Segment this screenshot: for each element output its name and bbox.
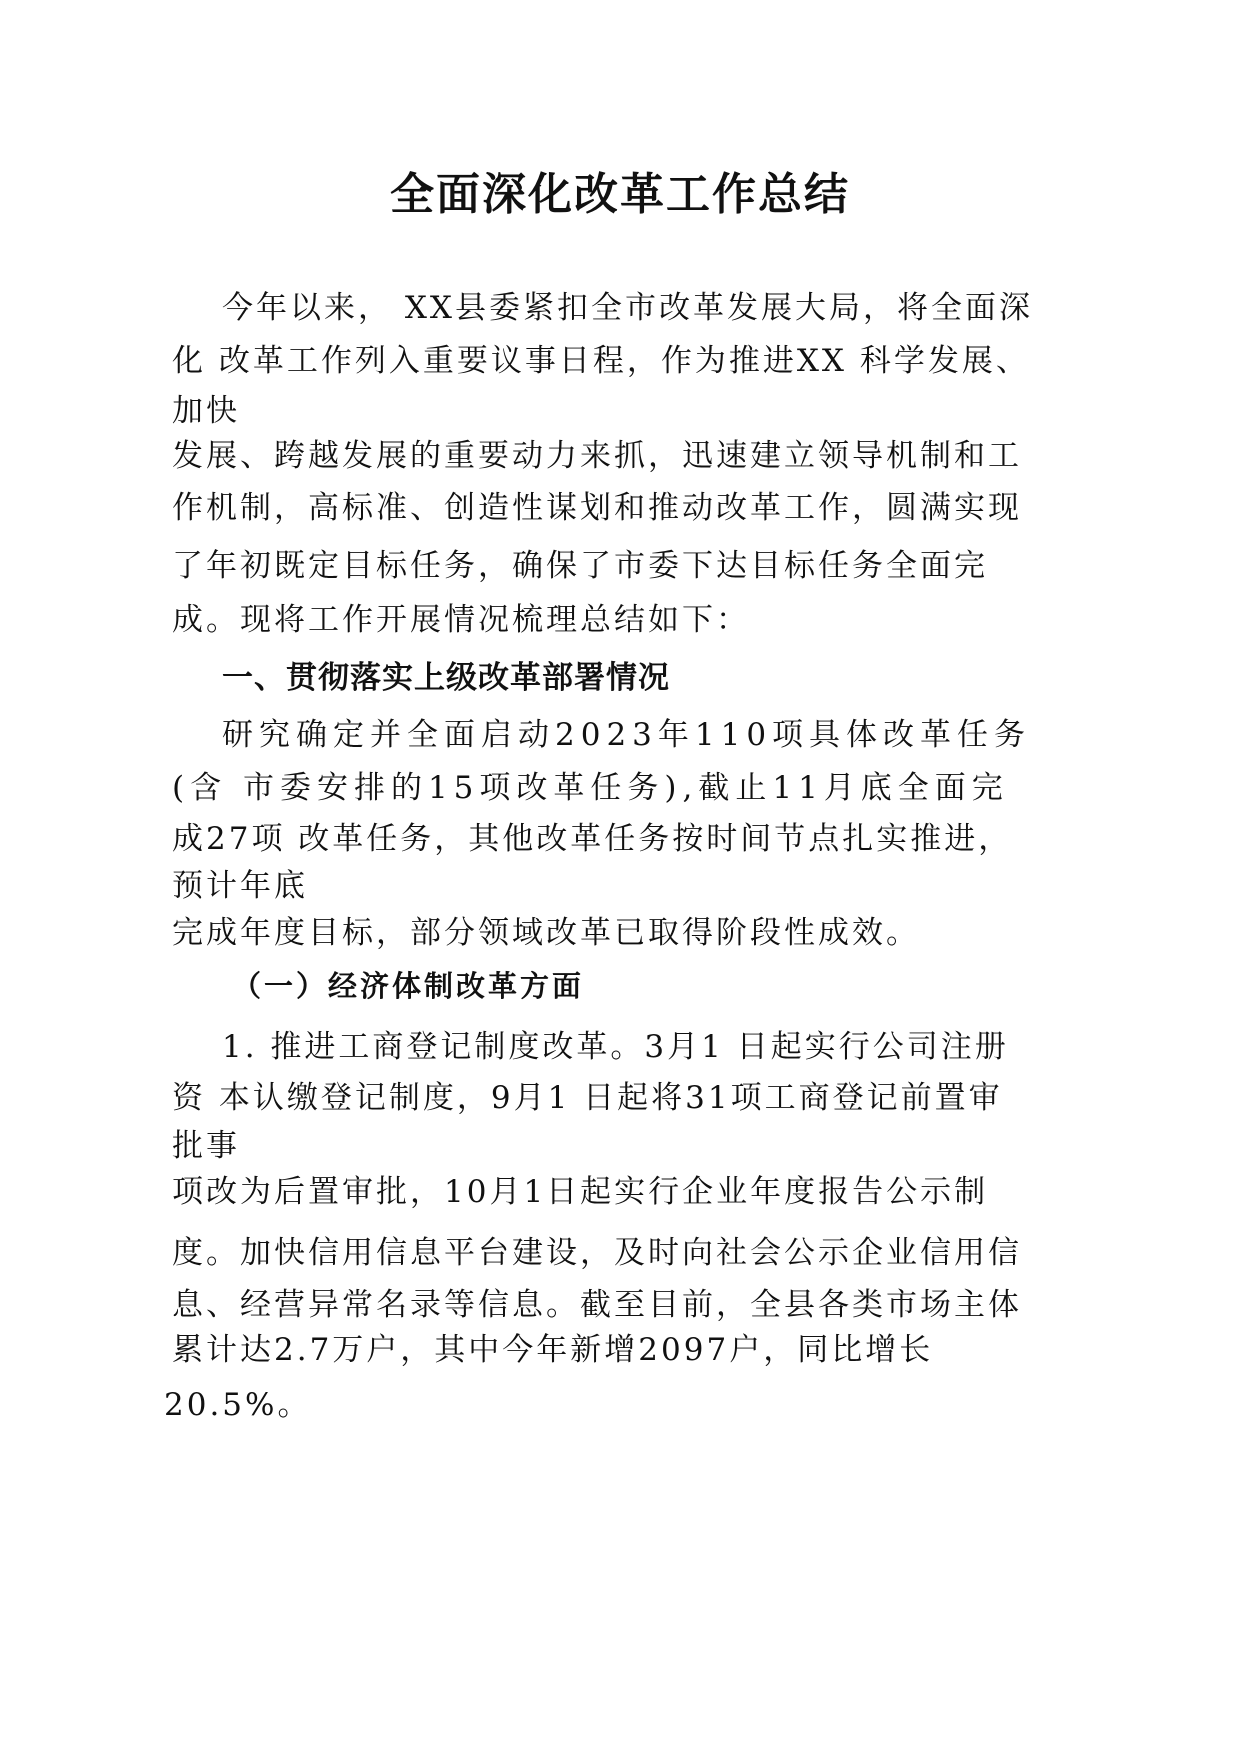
- section-heading: 一、贯彻落实上级改革部署情况: [222, 660, 670, 696]
- item-line: 项改为后置审批，10月1日起实行企业年度报告公示制: [172, 1174, 989, 1210]
- item-line: 度。加快信用信息平台建设，及时向社会公示企业信用信: [172, 1235, 1022, 1271]
- intro-line: 了年初既定目标任务，确保了市委下达目标任务全面完: [172, 548, 988, 584]
- item-line: 批事: [172, 1128, 240, 1164]
- intro-line: 作机制，高标准、创造性谋划和推动改革工作，圆满实现: [172, 490, 1022, 526]
- intro-line: 今年以来， XX县委紧扣全市改革发展大局，将全面深: [222, 290, 1033, 326]
- intro-line: 加快: [172, 393, 240, 429]
- section-line: 预计年底: [172, 868, 308, 904]
- item-line: 1. 推进工商登记制度改革。3月1 日起实行公司注册: [222, 1029, 1009, 1065]
- section-line: 成27项 改革任务，其他改革任务按时间节点扎实推进，: [172, 821, 1013, 857]
- subsection-heading: （一）经济体制改革方面: [232, 969, 585, 1003]
- item-line: 累计达2.7万户，其中今年新增2097户，同比增长: [172, 1332, 934, 1368]
- section-line: 完成年度目标，部分领域改革已取得阶段性成效。: [172, 915, 920, 951]
- intro-line: 发展、跨越发展的重要动力来抓，迅速建立领导机制和工: [172, 438, 1022, 474]
- item-line: 资 本认缴登记制度，9月1 日起将31项工商登记前置审: [172, 1080, 1003, 1116]
- intro-line: 成。现将工作开展情况梳理总结如下：: [172, 602, 750, 638]
- intro-line: 化 改革工作列入重要议事日程，作为推进XX 科学发展、: [172, 343, 1030, 379]
- section-line: 研究确定并全面启动2023年110项具体改革任务: [222, 717, 1032, 753]
- item-line: 息、经营异常名录等信息。截至目前，全县各类市场主体: [172, 1287, 1022, 1323]
- section-line: (含 市委安排的15项改革任务),截止11月底全面完: [172, 770, 1009, 806]
- item-line: 20.5%。: [164, 1387, 312, 1423]
- document-title: 全面深化改革工作总结: [390, 169, 850, 220]
